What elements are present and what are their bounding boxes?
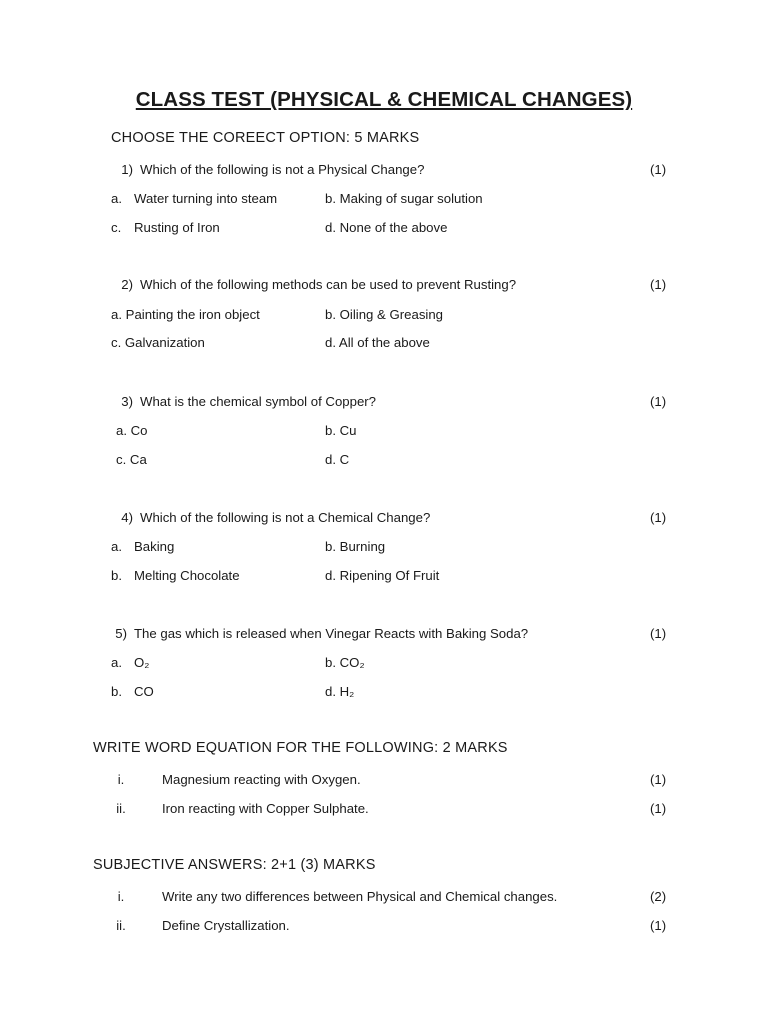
item-number: ii. (116, 801, 126, 816)
question-number: 5) (115, 626, 127, 641)
question-marks: (1) (650, 162, 667, 177)
item-number: ii. (116, 918, 126, 933)
question-marks: (1) (650, 510, 667, 525)
option-letter: a. (111, 191, 122, 206)
option-text: Rusting of Iron (134, 220, 220, 235)
option-letter: a. (111, 655, 122, 670)
option-text: Melting Chocolate (134, 568, 240, 583)
option-letter: b. (111, 684, 122, 699)
item-number: i. (117, 772, 125, 787)
question-text (110, 394, 376, 409)
option-c (111, 220, 220, 235)
item-number: i. (117, 889, 125, 904)
question-text (110, 162, 424, 177)
option-c (111, 684, 154, 699)
question-number: 2) (121, 277, 133, 292)
option-a (111, 191, 277, 206)
question-prompt: Which of the following is not a Chemical Change? (140, 510, 431, 525)
option-d: d. None of the above (325, 220, 448, 235)
page-title: CLASS TEST (PHYSICAL & CHEMICAL CHANGES) (135, 88, 633, 111)
option-letter: a. (111, 539, 122, 554)
option-c: c. Ca (116, 452, 147, 467)
option-text: Water turning into steam (134, 191, 278, 206)
option-b: b. Oiling & Greasing (325, 307, 444, 322)
option-b: b. Making of sugar solution (325, 191, 483, 206)
item-text: Define Crystallization. (162, 918, 290, 933)
mcq-section-heading: CHOOSE THE COREECT OPTION: 5 MARKS (111, 130, 420, 146)
option-c: c. Galvanization (111, 335, 205, 350)
option-d: d. H₂ (325, 684, 355, 699)
option-a (111, 655, 149, 670)
item-marks: (2) (650, 889, 667, 904)
question-prompt: Which of the following methods can be used to prevent Rusting? (140, 277, 517, 292)
item-text: Iron reacting with Copper Sulphate. (162, 801, 369, 816)
option-b: b. Cu (325, 423, 357, 438)
option-b: b. Burning (325, 539, 386, 554)
option-letter: b. (111, 568, 122, 583)
question-text (110, 277, 516, 292)
option-letter: c. (111, 220, 122, 235)
question-marks: (1) (650, 394, 667, 409)
option-text: CO (134, 684, 154, 699)
option-a: a. Painting the iron object (111, 307, 260, 322)
question-prompt: Which of the following is not a Physical Change? (140, 162, 425, 177)
item-text: Magnesium reacting with Oxygen. (162, 772, 361, 787)
option-a (111, 539, 174, 554)
option-text: O₂ (134, 655, 150, 670)
item-marks: (1) (650, 801, 667, 816)
option-a: a. Co (116, 423, 148, 438)
question-text (104, 626, 528, 641)
option-c (111, 568, 240, 583)
option-d: d. C (325, 452, 350, 467)
question-marks: (1) (650, 626, 667, 641)
equation-section-heading: WRITE WORD EQUATION FOR THE FOLLOWING: 2 MARKS (93, 740, 508, 756)
question-text (110, 510, 430, 525)
question-number: 4) (121, 510, 133, 525)
subjective-section-heading: SUBJECTIVE ANSWERS: 2+1 (3) MARKS (93, 857, 376, 873)
item-text: Write any two differences between Physical and Chemical changes. (162, 889, 558, 904)
question-prompt: What is the chemical symbol of Copper? (140, 394, 377, 409)
question-marks: (1) (650, 277, 667, 292)
question-number: 3) (121, 394, 133, 409)
option-text: Baking (134, 539, 175, 554)
question-prompt: The gas which is released when Vinegar Reacts with Baking Soda? (134, 626, 529, 641)
item-marks: (1) (650, 918, 667, 933)
option-b: b. CO₂ (325, 655, 365, 670)
option-d: d. All of the above (325, 335, 430, 350)
item-marks: (1) (650, 772, 667, 787)
question-number: 1) (121, 162, 133, 177)
option-d: d. Ripening Of Fruit (325, 568, 440, 583)
